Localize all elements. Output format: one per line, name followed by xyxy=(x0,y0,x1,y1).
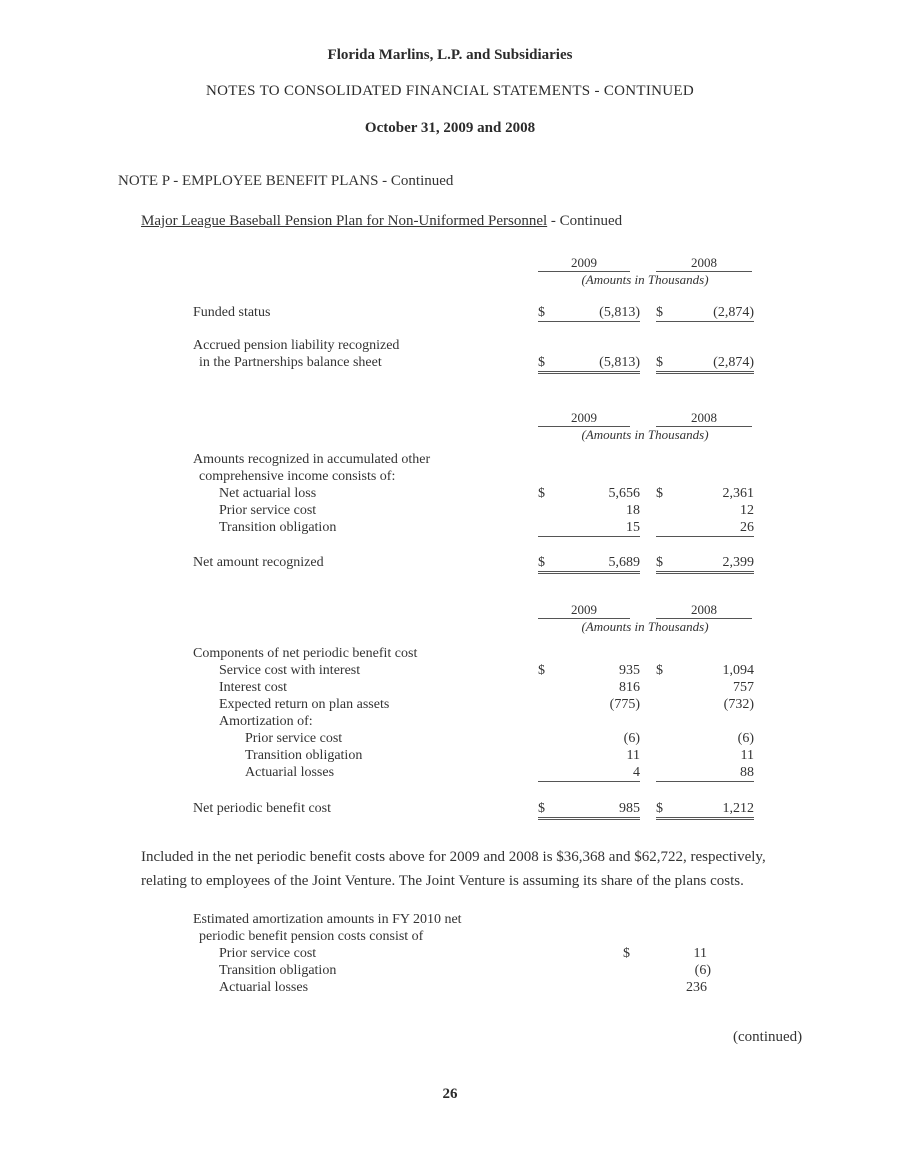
funded-status-2008: (2,874) xyxy=(713,305,754,320)
dollar-sign: $ xyxy=(656,355,754,374)
cost-row-label: Transition obligation xyxy=(245,748,363,763)
cost-row-label: Service cost with interest xyxy=(219,663,361,678)
amortization-label: Amortization of: xyxy=(219,714,313,729)
net-periodic-2008: 1,212 xyxy=(722,801,754,816)
col-units: (Amounts in Thousands) xyxy=(581,272,709,287)
cost-row-2009: 11 xyxy=(626,748,640,763)
accrued-2008: (2,874) xyxy=(713,355,754,370)
accrued-label-2: in the Partnerships balance sheet xyxy=(199,355,382,370)
aoci-row-2008: 26 xyxy=(656,520,754,537)
estimated-intro-1: Estimated amortization amounts in FY 2010 net xyxy=(193,912,462,927)
dollar-sign: $ xyxy=(656,555,754,574)
net-periodic-label: Net periodic benefit cost xyxy=(193,801,332,816)
aoci-intro-2: comprehensive income consists of: xyxy=(199,469,396,484)
net-amount-label: Net amount recognized xyxy=(193,555,324,570)
estimated-row-value: 236 xyxy=(686,980,707,995)
col-header-2009: 2009 xyxy=(538,255,630,272)
cost-row-label: Prior service cost xyxy=(245,731,343,746)
aoci-row-label: Transition obligation xyxy=(219,520,337,535)
col-header-2008: 2008 xyxy=(656,602,752,619)
net-amount-2009: 5,689 xyxy=(608,555,640,570)
plan-title xyxy=(141,213,622,230)
company-name: Florida Marlins, L.P. and Subsidiaries xyxy=(327,47,573,63)
paragraph-line-1: Included in the net periodic benefit costs above for 2009 and 2008 is $36,368 and $62,722, respectively, xyxy=(141,849,766,865)
cost-row-2008: 1,094 xyxy=(722,663,754,678)
report-date: October 31, 2009 and 2008 xyxy=(364,120,536,136)
aoci-row-label: Net actuarial loss xyxy=(219,486,317,501)
dollar-sign: $ xyxy=(538,663,545,678)
aoci-row-2008: 2,361 xyxy=(722,486,754,501)
cost-row-label: Interest cost xyxy=(219,680,288,695)
col-units: (Amounts in Thousands) xyxy=(581,619,709,634)
aoci-row-2009: 5,656 xyxy=(608,486,640,501)
estimated-row-value: (6) xyxy=(694,963,711,978)
page-number: 26 xyxy=(442,1086,458,1102)
col-header-2009: 2009 xyxy=(538,602,630,619)
col-header-2009: 2009 xyxy=(538,410,630,427)
aoci-row-2009: 18 xyxy=(626,503,640,518)
accrued-2009: (5,813) xyxy=(599,355,640,370)
estimated-row-label: Transition obligation xyxy=(219,963,337,978)
cost-row-2009: 935 xyxy=(619,663,640,678)
plan-title-suffix: - Continued xyxy=(547,213,623,229)
cost-row-2008: 88 xyxy=(656,765,754,782)
plan-title-text: Major League Baseball Pension Plan for Non-Uniformed Personnel xyxy=(141,213,548,229)
col-units: (Amounts in Thousands) xyxy=(581,427,709,442)
dollar-sign: $ xyxy=(623,946,630,961)
estimated-intro-2: periodic benefit pension costs consist of xyxy=(199,929,424,944)
cost-row-2008: 11 xyxy=(740,748,754,763)
estimated-row-label: Prior service cost xyxy=(219,946,317,961)
note-heading: NOTE P - EMPLOYEE BENEFIT PLANS - Continued xyxy=(118,173,454,189)
funded-status-label: Funded status xyxy=(193,305,271,320)
net-periodic-2009: 985 xyxy=(619,801,640,816)
cost-row-2008: (6) xyxy=(737,731,754,746)
aoci-row-2009: 15 xyxy=(538,520,640,537)
dollar-sign: $ xyxy=(656,305,754,322)
dollar-sign: $ xyxy=(538,801,640,820)
page-title: NOTES TO CONSOLIDATED FINANCIAL STATEMENTS - CONTINUED xyxy=(205,83,695,99)
dollar-sign: $ xyxy=(656,663,663,678)
dollar-sign: $ xyxy=(538,305,640,322)
dollar-sign: $ xyxy=(538,555,640,574)
components-intro: Components of net periodic benefit cost xyxy=(193,646,418,661)
dollar-sign: $ xyxy=(538,355,640,374)
accrued-label-1: Accrued pension liability recognized xyxy=(193,338,400,353)
cost-row-2008: 757 xyxy=(733,680,754,695)
estimated-row-value: 11 xyxy=(693,946,707,961)
aoci-intro-1: Amounts recognized in accumulated other xyxy=(193,452,431,467)
cost-row-2008: (732) xyxy=(723,697,754,712)
cost-row-2009: (775) xyxy=(609,697,640,712)
aoci-row-label: Prior service cost xyxy=(219,503,317,518)
net-amount-2008: 2,399 xyxy=(722,555,754,570)
dollar-sign: $ xyxy=(538,486,545,501)
dollar-sign: $ xyxy=(656,486,663,501)
aoci-row-2008: 12 xyxy=(740,503,754,518)
cost-row-label: Expected return on plan assets xyxy=(219,697,390,712)
cost-row-2009: 816 xyxy=(619,680,640,695)
continued-note: (continued) xyxy=(733,1029,803,1045)
col-header-2008: 2008 xyxy=(656,255,752,272)
paragraph-line-2: relating to employees of the Joint Venture. The Joint Venture is assuming its share of the plans costs. xyxy=(141,873,744,889)
cost-row-2009: (6) xyxy=(623,731,640,746)
col-header-2008: 2008 xyxy=(656,410,752,427)
estimated-row-label: Actuarial losses xyxy=(219,980,309,995)
dollar-sign: $ xyxy=(656,801,754,820)
cost-row-label: Actuarial losses xyxy=(245,765,335,780)
cost-row-2009: 4 xyxy=(538,765,640,782)
funded-status-2009: (5,813) xyxy=(599,305,640,320)
